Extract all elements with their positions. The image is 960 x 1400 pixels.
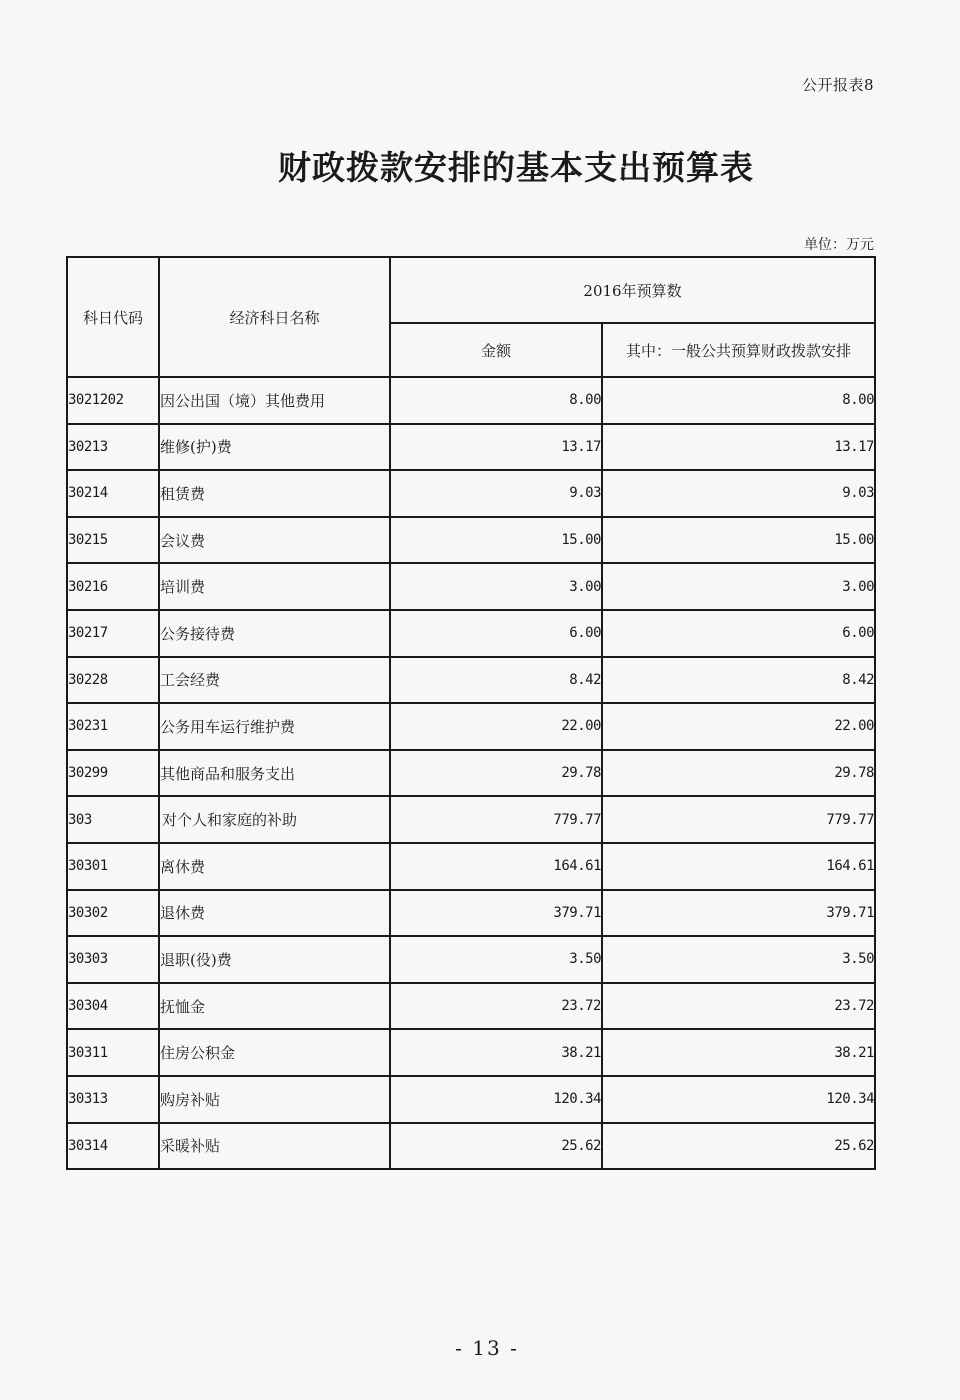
header-budget-group: 2016年预算数: [390, 257, 875, 323]
cell-general: 8.42: [602, 657, 875, 704]
cell-name: 退职(役)费: [159, 936, 390, 983]
cell-general: 3.50: [602, 936, 875, 983]
table-row: [67, 470, 875, 517]
table-header: [67, 257, 875, 377]
cell-amount: 25.62: [390, 1123, 602, 1170]
cell-general: 38.21: [602, 1029, 875, 1076]
table-row: [67, 890, 875, 937]
cell-general: 15.00: [602, 517, 875, 564]
cell-general: 23.72: [602, 983, 875, 1030]
cell-code: 30304: [67, 983, 159, 1030]
cell-general: 8.00: [602, 377, 875, 424]
cell-amount: 3.50: [390, 936, 602, 983]
cell-name: 公务接待费: [159, 610, 390, 657]
cell-name: 抚恤金: [159, 983, 390, 1030]
cell-general: 3.00: [602, 563, 875, 610]
cell-general: 25.62: [602, 1123, 875, 1170]
cell-general: 164.61: [602, 843, 875, 890]
cell-name: 退休费: [159, 890, 390, 937]
cell-name: 因公出国（境）其他费用: [159, 377, 390, 424]
table-row: [67, 1076, 875, 1123]
cell-code: 30303: [67, 936, 159, 983]
cell-code: 30215: [67, 517, 159, 564]
table-row: [67, 377, 875, 424]
table-row: [67, 517, 875, 564]
header-general-public: 其中：一般公共预算财政拨款安排: [602, 323, 875, 377]
cell-name: 培训费: [159, 563, 390, 610]
table-row: [67, 703, 875, 750]
header-amount: 金额: [390, 323, 602, 377]
cell-amount: 23.72: [390, 983, 602, 1030]
cell-amount: 379.71: [390, 890, 602, 937]
cell-name: 离休费: [159, 843, 390, 890]
table-row: [67, 750, 875, 797]
cell-code: 30302: [67, 890, 159, 937]
table-row: [67, 936, 875, 983]
cell-general: 22.00: [602, 703, 875, 750]
cell-amount: 9.03: [390, 470, 602, 517]
cell-code: 30314: [67, 1123, 159, 1170]
table-body: [67, 377, 875, 1169]
page-number: - 13 -: [455, 1336, 519, 1360]
budget-table: [66, 256, 876, 1170]
cell-code: 30231: [67, 703, 159, 750]
cell-name: 其他商品和服务支出: [159, 750, 390, 797]
cell-amount: 13.17: [390, 424, 602, 471]
cell-name: 公务用车运行维护费: [159, 703, 390, 750]
table-row: [67, 424, 875, 471]
page-title: 财政拨款安排的基本支出预算表: [278, 148, 754, 187]
cell-name: 购房补贴: [159, 1076, 390, 1123]
cell-amount: 22.00: [390, 703, 602, 750]
cell-name: 住房公积金: [159, 1029, 390, 1076]
cell-code: 3021202: [67, 377, 159, 424]
header-name: 经济科日名称: [159, 257, 390, 377]
header-code: 科日代码: [67, 257, 159, 377]
cell-general: 120.34: [602, 1076, 875, 1123]
cell-general: 379.71: [602, 890, 875, 937]
cell-name: 对个人和家庭的补助: [159, 796, 390, 843]
cell-code: 30216: [67, 563, 159, 610]
cell-name: 会议费: [159, 517, 390, 564]
table-row: [67, 983, 875, 1030]
table-row: [67, 1029, 875, 1076]
table-row: [67, 1123, 875, 1170]
cell-name: 工会经费: [159, 657, 390, 704]
cell-amount: 164.61: [390, 843, 602, 890]
table-row: [67, 796, 875, 843]
table-row: [67, 657, 875, 704]
cell-amount: 6.00: [390, 610, 602, 657]
cell-code: 30301: [67, 843, 159, 890]
cell-amount: 3.00: [390, 563, 602, 610]
cell-code: 30217: [67, 610, 159, 657]
cell-code: 30213: [67, 424, 159, 471]
cell-code: 30228: [67, 657, 159, 704]
cell-general: 13.17: [602, 424, 875, 471]
table-row: [67, 610, 875, 657]
table-row: [67, 843, 875, 890]
cell-code: 30299: [67, 750, 159, 797]
cell-general: 29.78: [602, 750, 875, 797]
cell-amount: 8.00: [390, 377, 602, 424]
cell-code: 30311: [67, 1029, 159, 1076]
cell-code: 30313: [67, 1076, 159, 1123]
unit-label: 单位：万元: [804, 237, 874, 253]
table-row: [67, 563, 875, 610]
report-tag: 公开报表8: [801, 76, 874, 94]
cell-amount: 779.77: [390, 796, 602, 843]
cell-amount: 15.00: [390, 517, 602, 564]
cell-general: 6.00: [602, 610, 875, 657]
cell-amount: 8.42: [390, 657, 602, 704]
cell-amount: 29.78: [390, 750, 602, 797]
cell-name: 租赁费: [159, 470, 390, 517]
cell-code: 303: [67, 796, 159, 843]
cell-amount: 38.21: [390, 1029, 602, 1076]
cell-name: 维修(护)费: [159, 424, 390, 471]
cell-code: 30214: [67, 470, 159, 517]
cell-general: 779.77: [602, 796, 875, 843]
cell-amount: 120.34: [390, 1076, 602, 1123]
cell-general: 9.03: [602, 470, 875, 517]
cell-name: 采暖补贴: [159, 1123, 390, 1170]
